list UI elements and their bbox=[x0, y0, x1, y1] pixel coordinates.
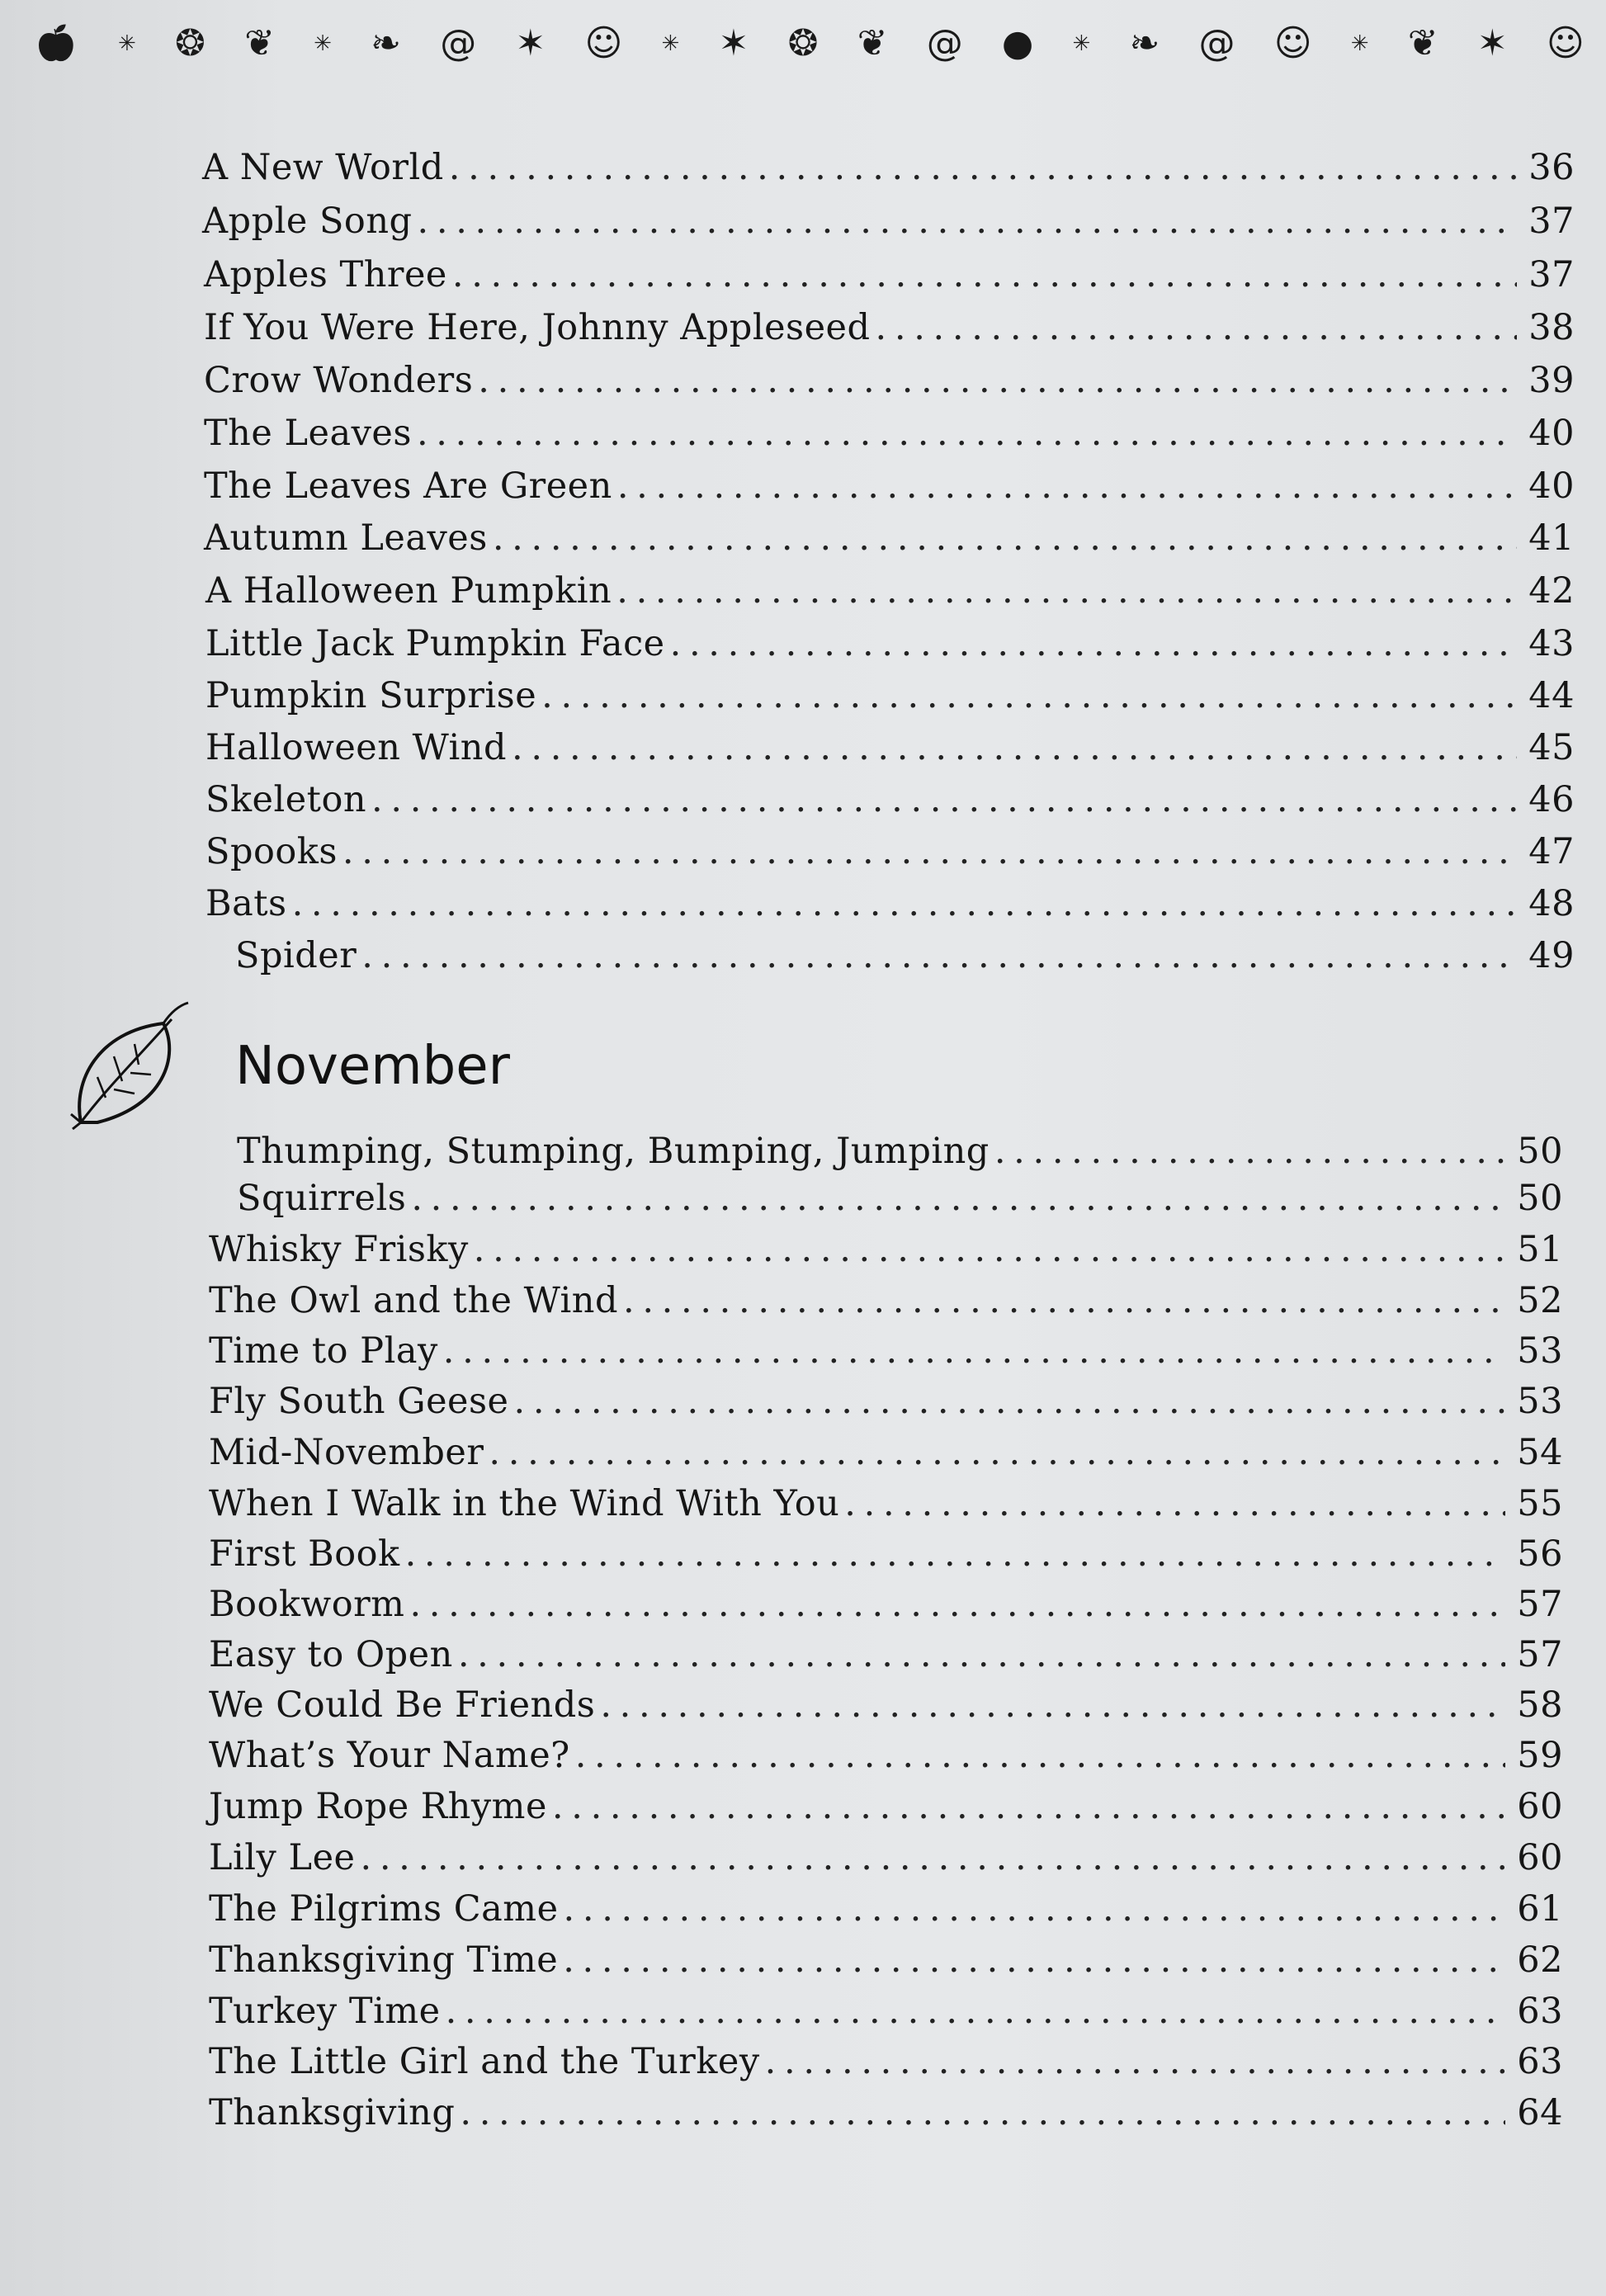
swirl-icon: @ bbox=[440, 22, 477, 64]
toc-entry bbox=[204, 254, 1575, 295]
toc-entry-title: When I Walk in the Wind With You bbox=[209, 1483, 840, 1524]
toc-entry bbox=[209, 1483, 1563, 1524]
toc-entry-page: 42 bbox=[1528, 570, 1575, 612]
toc-entry-title: The Pilgrims Came bbox=[209, 1888, 559, 1930]
leader-dots bbox=[489, 1432, 1505, 1473]
leader-dots bbox=[371, 779, 1517, 820]
toc-entry-page: 60 bbox=[1517, 1786, 1563, 1827]
toc-entry bbox=[209, 1786, 1563, 1827]
toc-entry-page: 55 bbox=[1517, 1483, 1563, 1524]
toc-entry-page: 43 bbox=[1528, 623, 1575, 664]
toc-entry bbox=[209, 1684, 1563, 1726]
toc-entry bbox=[209, 1634, 1563, 1675]
toc-entry bbox=[209, 1991, 1563, 2032]
leader-dots bbox=[616, 570, 1517, 612]
candy-icon: ✶ bbox=[1476, 22, 1508, 64]
leader-dots bbox=[512, 727, 1517, 768]
toc-entry-title: Jump Rope Rhyme bbox=[209, 1786, 547, 1827]
toc-entry bbox=[205, 831, 1575, 872]
toc-entry bbox=[209, 1584, 1563, 1625]
toc-entry-title: Turkey Time bbox=[209, 1991, 441, 2032]
toc-entry bbox=[204, 465, 1575, 507]
toc-entry-page: 59 bbox=[1517, 1735, 1563, 1776]
leader-dots bbox=[493, 517, 1517, 559]
toc-entry-title: Skeleton bbox=[205, 779, 367, 820]
toc-entry-page: 36 bbox=[1528, 147, 1575, 188]
toc-entry-page: 38 bbox=[1528, 307, 1575, 348]
toc-entry-page: 53 bbox=[1517, 1381, 1563, 1422]
toc-entry-title: Easy to Open bbox=[209, 1634, 453, 1675]
pumpkin-icon: ☺ bbox=[1273, 22, 1312, 64]
toc-entry bbox=[205, 883, 1575, 924]
leader-dots bbox=[994, 1131, 1505, 1172]
leader-dots bbox=[514, 1381, 1506, 1422]
toc-entry-title: Whisky Frisky bbox=[209, 1229, 469, 1270]
pumpkin-icon: ☺ bbox=[1546, 22, 1585, 64]
toc-entry-title: Bookworm bbox=[209, 1584, 405, 1625]
leaf-icon: ❦ bbox=[857, 22, 888, 64]
toc-entry-page: 45 bbox=[1528, 727, 1575, 768]
toc-entry bbox=[235, 935, 1575, 976]
leaf-icon: ❧ bbox=[371, 22, 402, 64]
toc-entry-page: 50 bbox=[1517, 1131, 1563, 1172]
apple-icon: 🍎︎ bbox=[33, 22, 79, 64]
leader-dots bbox=[474, 1229, 1505, 1270]
toc-entry-title: Thanksgiving bbox=[209, 2092, 456, 2133]
toc-entry-page: 37 bbox=[1528, 254, 1575, 295]
toc-entry-title: If You Were Here, Johnny Appleseed bbox=[204, 307, 871, 348]
toc-entry-page: 48 bbox=[1528, 883, 1575, 924]
toc-entry bbox=[204, 413, 1575, 454]
toc-entry-title: The Little Girl and the Turkey bbox=[209, 2041, 760, 2082]
leader-dots bbox=[458, 1634, 1505, 1675]
toc-entry bbox=[205, 675, 1575, 716]
leader-dots bbox=[564, 1888, 1505, 1930]
toc-entry-title: A New World bbox=[202, 147, 444, 188]
leader-dots bbox=[563, 1939, 1505, 1981]
leader-dots bbox=[844, 1483, 1505, 1524]
toc-entry bbox=[209, 1381, 1563, 1422]
toc-entry-title: Apples Three bbox=[204, 254, 447, 295]
leader-dots bbox=[361, 935, 1517, 976]
toc-entry-page: 40 bbox=[1528, 465, 1575, 507]
leader-dots bbox=[292, 883, 1517, 924]
toc-entry-page: 52 bbox=[1517, 1280, 1563, 1321]
leader-dots bbox=[342, 831, 1517, 872]
toc-entry bbox=[202, 147, 1575, 188]
toc-entry bbox=[202, 201, 1575, 242]
toc-entry bbox=[205, 727, 1575, 768]
toc-entry bbox=[205, 779, 1575, 820]
toc-entry-page: 51 bbox=[1517, 1229, 1563, 1270]
leader-dots bbox=[617, 465, 1517, 507]
toc-entry bbox=[205, 623, 1575, 664]
toc-entry bbox=[209, 1330, 1563, 1372]
toc-entry-title: Little Jack Pumpkin Face bbox=[205, 623, 665, 664]
toc-entry bbox=[204, 517, 1575, 559]
toc-entry-page: 44 bbox=[1528, 675, 1575, 716]
leaf-icon: ❦ bbox=[1407, 22, 1438, 64]
leader-dots bbox=[449, 147, 1517, 188]
toc-entry-page: 62 bbox=[1517, 1939, 1563, 1981]
leader-dots bbox=[541, 675, 1517, 716]
toc-entry-page: 61 bbox=[1517, 1888, 1563, 1930]
toc-entry-title: Thanksgiving Time bbox=[209, 1939, 559, 1981]
toc-entry bbox=[205, 570, 1575, 612]
toc-entry-page: 50 bbox=[1517, 1178, 1563, 1219]
toc-entry-page: 49 bbox=[1528, 935, 1575, 976]
toc-entry-title: Bats bbox=[205, 883, 287, 924]
toc-entry-title: What’s Your Name? bbox=[209, 1735, 570, 1776]
leader-dots bbox=[411, 1178, 1505, 1219]
leaf-icon bbox=[64, 999, 196, 1139]
toc-entry-page: 56 bbox=[1517, 1533, 1563, 1575]
toc-entry bbox=[209, 1432, 1563, 1473]
leader-dots bbox=[575, 1735, 1505, 1776]
toc-entry-page: 63 bbox=[1517, 2041, 1563, 2082]
toc-entry-title: Spider bbox=[235, 935, 357, 976]
apple-icon: ● bbox=[1001, 22, 1034, 64]
toc-entry-title: The Leaves Are Green bbox=[204, 465, 612, 507]
toc-entry bbox=[204, 307, 1575, 348]
toc-entry bbox=[209, 2092, 1563, 2133]
toc-entry-page: 53 bbox=[1517, 1330, 1563, 1372]
toc-entry-title: Halloween Wind bbox=[205, 727, 508, 768]
toc-entry bbox=[237, 1131, 1563, 1172]
toc-entry-page: 63 bbox=[1517, 1991, 1563, 2032]
toc-entry bbox=[209, 1735, 1563, 1776]
star-icon: ✳ bbox=[1072, 31, 1091, 56]
toc-entry bbox=[209, 1939, 1563, 1981]
leader-dots bbox=[418, 201, 1517, 242]
toc-entry-page: 58 bbox=[1517, 1684, 1563, 1726]
leader-dots bbox=[460, 2092, 1505, 2133]
toc-entry-title: First Book bbox=[209, 1533, 400, 1575]
leader-dots bbox=[452, 254, 1517, 295]
leader-dots bbox=[876, 307, 1517, 348]
leader-dots bbox=[405, 1533, 1505, 1575]
toc-entry bbox=[209, 1280, 1563, 1321]
leader-dots bbox=[623, 1280, 1505, 1321]
toc-entry-page: 39 bbox=[1528, 360, 1575, 401]
toc-entry-title: Time to Play bbox=[209, 1330, 438, 1372]
toc-entry-page: 46 bbox=[1528, 779, 1575, 820]
candy-icon: ✶ bbox=[718, 22, 749, 64]
toc-entry-page: 40 bbox=[1528, 413, 1575, 454]
star-icon: ✳ bbox=[314, 31, 332, 56]
toc-entry-page: 60 bbox=[1517, 1837, 1563, 1878]
toc-entry-title: The Owl and the Wind bbox=[209, 1280, 618, 1321]
leader-dots bbox=[446, 1991, 1505, 2032]
toc-entry bbox=[209, 2041, 1563, 2082]
toc-entry-page: 54 bbox=[1517, 1432, 1563, 1473]
toc-entry bbox=[237, 1178, 1563, 1219]
swirl-icon: @ bbox=[926, 22, 963, 64]
toc-entry bbox=[209, 1533, 1563, 1575]
leader-dots bbox=[765, 2041, 1505, 2082]
toc-entry-title: Spooks bbox=[205, 831, 338, 872]
leader-dots bbox=[360, 1837, 1505, 1878]
pumpkin-icon: ☺ bbox=[584, 22, 623, 64]
star-icon: ✳ bbox=[661, 31, 680, 56]
star-icon: ✳ bbox=[1350, 31, 1369, 56]
leader-dots bbox=[478, 360, 1517, 401]
toc-entry-title: Crow Wonders bbox=[204, 360, 474, 401]
toc-entry-title: Autumn Leaves bbox=[204, 517, 488, 559]
toc-entry-page: 37 bbox=[1528, 201, 1575, 242]
leaf-icon: ❧ bbox=[1129, 22, 1160, 64]
leader-dots bbox=[600, 1684, 1505, 1726]
toc-entry-title: Squirrels bbox=[237, 1178, 407, 1219]
toc-entry bbox=[209, 1229, 1563, 1270]
leader-dots bbox=[443, 1330, 1505, 1372]
toc-entry-title: Fly South Geese bbox=[209, 1381, 509, 1422]
toc-entry-title: Mid-November bbox=[209, 1432, 484, 1473]
toc-entry bbox=[209, 1888, 1563, 1930]
toc-entry-title: Apple Song bbox=[202, 201, 413, 242]
toc-entry bbox=[204, 360, 1575, 401]
toc-entry-page: 64 bbox=[1517, 2092, 1563, 2133]
toc-entry-page: 57 bbox=[1517, 1584, 1563, 1625]
leader-dots bbox=[417, 413, 1517, 454]
toc-entry-title: Pumpkin Surprise bbox=[205, 675, 537, 716]
toc-entry-page: 41 bbox=[1528, 517, 1575, 559]
toc-entry bbox=[209, 1837, 1563, 1878]
leader-dots bbox=[670, 623, 1517, 664]
toc-entry-title: Lily Lee bbox=[209, 1837, 356, 1878]
leaf-icon: ❦ bbox=[244, 22, 275, 64]
star-icon: ✳ bbox=[118, 31, 136, 56]
toc-entry-title: The Leaves bbox=[204, 413, 412, 454]
toc-entry-page: 47 bbox=[1528, 831, 1575, 872]
toc-entry-title: A Halloween Pumpkin bbox=[205, 570, 612, 612]
decorative-border bbox=[33, 7, 1585, 81]
section-heading-november: November bbox=[235, 1036, 510, 1097]
leader-dots bbox=[552, 1786, 1505, 1827]
swirl-icon: @ bbox=[1198, 22, 1235, 64]
bat-icon: ❂ bbox=[787, 22, 819, 64]
toc-entry-title: We Could Be Friends bbox=[209, 1684, 596, 1726]
leader-dots bbox=[409, 1584, 1505, 1625]
bat-icon: ❂ bbox=[175, 22, 205, 64]
candy-icon: ✶ bbox=[515, 22, 546, 64]
toc-entry-page: 57 bbox=[1517, 1634, 1563, 1675]
toc-entry-title: Thumping, Stumping, Bumping, Jumping bbox=[237, 1131, 990, 1172]
